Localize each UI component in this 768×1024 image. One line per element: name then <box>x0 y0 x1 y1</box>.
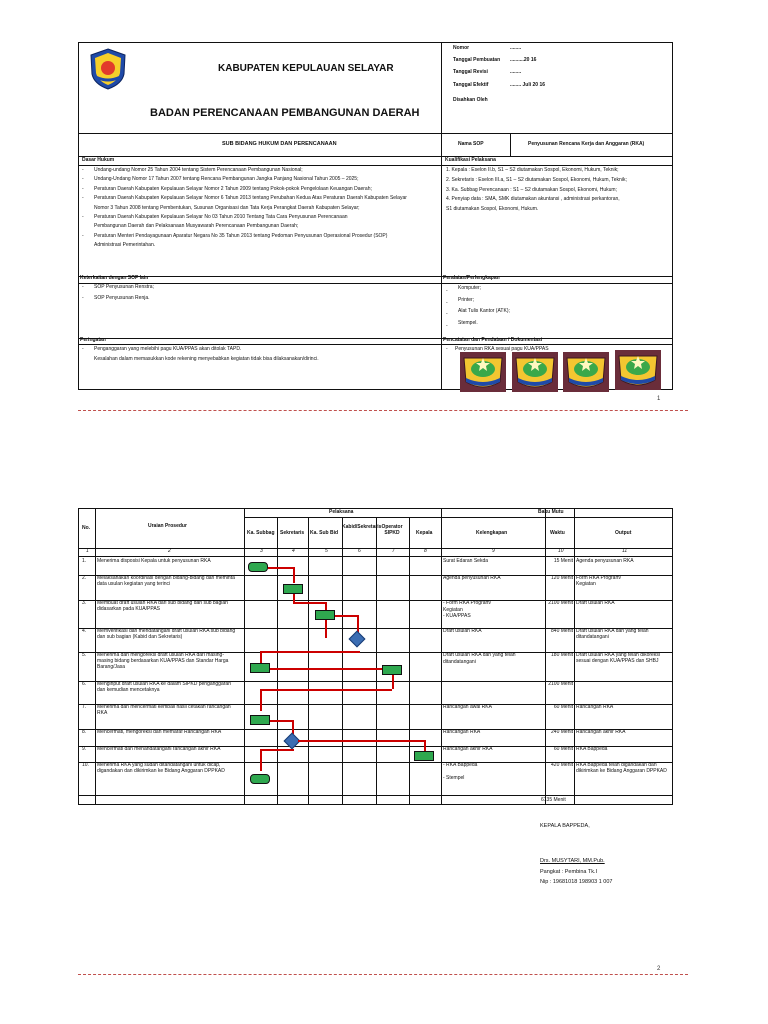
signature-pangkat: Pangkat : Pembina Tk.I <box>540 869 598 875</box>
col-no-header: No. <box>82 525 91 531</box>
row-output: Kegiatan <box>576 581 596 587</box>
peringatan-title: Peringatan <box>80 337 106 343</box>
dasar-hukum-item: Peraturan Menteri Pendayagunaan Aparatur Negara No 35 Tahun 2013 tentang Pedoman Penyusunan Operasional Prosedur (SOP) <box>94 232 388 239</box>
row-uraian: data usulan kegiatan yang terinci <box>97 581 171 587</box>
page-number: 2 <box>657 966 661 972</box>
col-sekretaris-header: Sekretaris <box>280 530 305 536</box>
col-pelaksana-header: Pelaksana <box>329 509 354 515</box>
flow-connector <box>270 720 292 722</box>
row-output: Rancangan RKA <box>576 704 614 710</box>
flow-process-box <box>250 663 270 673</box>
row-output: Draft usulan RKA yang telah dikoreksi <box>576 652 660 658</box>
row-kelengkapan: ditandatangani <box>443 658 476 665</box>
pencatatan-text: Penyusunan RKA sesuai pagu KUA/PPAS <box>455 346 549 352</box>
dasar-hukum-title: Dasar Hukum <box>82 157 115 163</box>
peralatan-title: Peralatan/Perlengkapan <box>443 275 500 281</box>
dasar-hukum-item: Peraturan Daerah Kabupaten Kepulauan Selayar Nomor 2 Tahun 2009 tentang Pokok-pokok Pengelolaan Keuangan Daerah; <box>94 185 372 192</box>
signature-name: Drs. MUSYTARI, MM.Pub. <box>540 858 605 864</box>
flow-connector <box>270 668 392 670</box>
keterkaitan-title: Keterkaitan dengan SOP lain <box>80 275 149 281</box>
nomor-value: ........ <box>510 45 522 51</box>
peralatan-item: Alat Tulis Kantor (ATK); <box>458 308 510 314</box>
dasar-hukum-item: Pembangunan Daerah dan Pelaksanaan Musyawarah Perencanaan Pembangunan Daerah; <box>94 223 299 230</box>
row-output: Rancangan akhir RKA <box>576 729 626 735</box>
flow-connector <box>268 567 293 569</box>
row-uraian: Mencermati, mengoreksi dan memaraf Rancangan RKA <box>97 729 222 735</box>
row-uraian: Barang/Jasa <box>97 664 126 670</box>
col-kelengkapan-header: Kelengkapan <box>476 530 508 536</box>
column-number: 9 <box>492 548 495 554</box>
flow-connector <box>260 651 360 653</box>
tanggal-revisi-value: ........ <box>510 69 522 75</box>
signature-title: KEPALA BAPPEDA, <box>540 823 590 829</box>
tanggal-efektif-value: ........ Juli 20 16 <box>510 82 546 88</box>
row-uraian: Menerima RKA yang sudah ditandatangani untuk dicap, <box>97 762 221 768</box>
row-waktu: 60 Menit <box>553 704 573 710</box>
flow-connector <box>260 689 392 691</box>
row-number: 4. <box>82 628 87 634</box>
row-number: 3. <box>82 600 87 606</box>
peralatan-item: Stempel. <box>458 319 478 326</box>
kualifikasi-title: Kualifikasi Pelaksana <box>445 157 496 163</box>
row-number: 1. <box>82 558 87 564</box>
row-waktu: 60 Menit <box>553 746 573 752</box>
row-kelengkapan: Surat Edaran Sekda <box>443 558 489 564</box>
flow-start-terminator <box>248 562 268 572</box>
row-uraian: Mencermati dan menandatangani rancangan akhir RKA <box>97 746 221 752</box>
col-uraian-header: Uraian Prosedur <box>148 523 187 529</box>
flow-process-box <box>382 665 402 675</box>
flow-connector <box>260 749 294 751</box>
kabupaten-logo <box>88 48 128 90</box>
row-waktu: 240 Menit <box>551 729 573 735</box>
row-uraian: Memverifikasi dan mendatangani draft usulan RKA sub bidang <box>97 628 236 634</box>
row-waktu: 2100 Menit <box>548 681 573 687</box>
flow-process-box <box>283 584 303 594</box>
column-number: 5 <box>325 548 328 554</box>
nomor-label: Nomor <box>453 45 470 51</box>
flow-connector <box>298 740 424 742</box>
flow-connector <box>325 602 327 610</box>
flow-connector <box>260 651 262 663</box>
page-divider <box>78 410 688 411</box>
row-kelengkapan: - KUA/PPAS <box>443 613 471 619</box>
row-uraian: Melaksanakan koordinasi dengan bidang-bidang dan meminta <box>97 575 235 581</box>
peringatan-item: Penganggaran yang melebihi pagu KUA/PPAS akan ditolak TAPD. <box>94 346 242 352</box>
disahkan-label: Disahkan Oleh <box>453 97 488 103</box>
flow-connector <box>260 749 262 771</box>
row-waktu: 15 Menit <box>553 558 573 564</box>
col-waktu-header: Waktu <box>550 530 565 536</box>
dasar-hukum-item: Nomor 3 Tahun 2008 tentang Pembentukan, Susunan Organisasi dan Tata Kerja Perangkat Daerah Kabupaten Selayar; <box>94 204 360 211</box>
dasar-hukum-item: Administrasi Pemerintahan. <box>94 242 156 249</box>
dasar-hukum-item: Undang-Undang Nomor 17 Tahun 2007 tentang Rencana Pembangunan Jangka Panjang Nasional Tahun 2005 – 2025; <box>94 176 359 183</box>
column-number: 1 <box>86 548 89 554</box>
row-output: Draft usulan RKA <box>576 600 615 606</box>
row-uraian: Membuat draft usulan RKA dari sub bidang dan sub bagian <box>97 600 228 606</box>
col-baku-mutu-header: Baku Mutu <box>538 509 564 515</box>
row-uraian: RKA <box>97 710 108 716</box>
row-kelengkapan: Draft usulan RKA dan yang telah <box>443 652 516 658</box>
row-number: 7. <box>82 704 87 710</box>
column-number: 10 <box>558 548 564 554</box>
kualifikasi-item: S1 diutamakan Sospol, Ekonomi, Hukum. <box>446 206 539 213</box>
row-output: RKA Bappeda <box>576 746 608 752</box>
column-number: 2 <box>168 548 171 554</box>
col-output-header: Output <box>615 530 632 536</box>
row-number: 5. <box>82 652 87 658</box>
emblem-image <box>615 350 661 390</box>
row-uraian: Menerima dan mencermati kembali hasil cetakan rancangan <box>97 704 231 710</box>
kabupaten-title: KABUPATEN KEPULAUAN SELAYAR <box>218 63 394 74</box>
flow-connector <box>293 567 295 583</box>
subbidang-title: SUB BIDANG HUKUM DAN PERENCANAAN <box>222 141 337 147</box>
tanggal-revisi-label: Tanggal Revisi <box>453 69 488 75</box>
row-number: 6. <box>82 681 87 687</box>
badan-title: BADAN PERENCANAAN PEMBANGUNAN DAERAH <box>150 107 420 119</box>
row-uraian: dan sub bagian (Kabid dan Sekretaris) <box>97 634 183 640</box>
row-uraian: Menerima disposisi Kepala untuk penyusunan RKA <box>97 558 211 564</box>
kualifikasi-item: 1. Kepala : Eselon II.b, S1 – S2 diutamakan Sospol, Ekonomi, Hukum, Teknik; <box>446 167 619 173</box>
column-number: 7 <box>392 548 395 554</box>
row-number: 8. <box>82 729 87 735</box>
column-number: 3 <box>260 548 263 554</box>
flow-process-box <box>315 610 335 620</box>
kualifikasi-item: 2. Sekretaris : Eselon III.a, S1 – S2 diutamakan Sospol, Ekonomi, Hukum, Teknik; <box>446 176 627 183</box>
flow-process-box <box>414 751 434 761</box>
row-kelengkapan: Rancangan akhir RKA <box>443 746 493 752</box>
row-uraian: Menerima dan mengoreksi draft usulan RKA dari masing- <box>97 652 225 658</box>
row-uraian: masing bidang berdasarkan KUA/PPAS dan Standar Harga <box>97 658 229 664</box>
flow-connector <box>293 594 295 602</box>
flow-connector <box>260 689 262 711</box>
row-kelengkapan: Rancangan RKA <box>443 729 481 735</box>
row-waktu: 120 Menit <box>551 575 573 581</box>
column-number: 6 <box>358 548 361 554</box>
emblem-image <box>563 352 609 392</box>
row-kelengkapan: - Form RKA Program/ <box>443 600 492 606</box>
col-kasubbag-header: Ka. Subbag <box>247 530 275 536</box>
flow-process-box <box>250 715 270 725</box>
flow-connector <box>335 615 358 617</box>
keterkaitan-item: SOP Penyusunan Renstra; <box>94 284 154 290</box>
col-kasubbid-header: Ka. Sub Bid <box>310 530 339 536</box>
row-output: dikirimkan ke Bidang Anggaran DPPKAD <box>576 768 667 774</box>
row-kelengkapan: - Stempel <box>443 775 465 781</box>
col-operator-header: Operator SIPKD <box>381 524 403 536</box>
flow-connector <box>293 602 326 604</box>
row-output: Agenda penyusunan RKA <box>576 558 634 564</box>
flow-connector <box>325 620 327 638</box>
peralatan-item: Printer; <box>458 296 475 303</box>
col-kepala-header: Kepala <box>416 530 433 536</box>
row-uraian: Menginput draft usulan RKA ke dalam SIPKD penganggaran <box>97 681 231 687</box>
keterkaitan-item: SOP Penyusunan Renja. <box>94 295 150 301</box>
row-output: Draft usulan RKA dan yang telah <box>576 628 649 634</box>
row-kelengkapan: Kegiatan <box>443 606 463 613</box>
row-waktu: 840 Menit <box>551 628 573 634</box>
row-output: ditandatangani <box>576 634 609 640</box>
row-kelengkapan: Draft usulan RKA <box>443 628 482 634</box>
dasar-hukum-item: Peraturan Daerah Kabupaten Kepulauan Selayar No 03 Tahun 2010 Tentang Tata Cara Penyusunan Perencanaan <box>94 214 348 220</box>
row-uraian: digandakan dan dikirimkan ke Bidang Anggaran DPPKAD <box>97 768 225 774</box>
col-kabid-header: Kabid/Sekretaris <box>342 524 382 530</box>
tanggal-pembuatan-label: Tanggal Pembuatan <box>453 57 501 63</box>
row-uraian: dan kemudian mencetaknya <box>97 687 160 693</box>
flow-connector <box>392 675 394 689</box>
emblem-image <box>460 352 506 392</box>
page-number: 1 <box>657 396 661 402</box>
row-kelengkapan: Rancangan awal RKA <box>443 704 492 710</box>
row-waktu: 2100 Menit <box>548 600 573 606</box>
row-waktu: 180 Menit <box>551 652 573 658</box>
row-number: 10. <box>82 762 89 768</box>
kualifikasi-item: 4. Penyiap data : SMA, SMK diutamakan akuntansi , administrasi perkantoran, <box>446 196 620 203</box>
kualifikasi-item: 3. Ka. Subbag Perencanaan : S1 – S2 diutamakan Sospol, Ekonomi, Hukum; <box>446 186 617 193</box>
peralatan-item: Komputer; <box>458 285 482 291</box>
column-number: 11 <box>622 548 628 554</box>
column-number: 8 <box>424 548 427 554</box>
peringatan-item: Kesalahan dalam memasukkan kode rekening menyebabkan kegiatan tidak bisa dilaksanakan/dirinci. <box>94 356 319 362</box>
row-output: sesuai dengan KUA/PPAS dan SHBJ <box>576 658 659 664</box>
row-number: 9. <box>82 746 87 752</box>
dasar-hukum-item: Undang-undang Nomor 25 Tahun 2004 tentang Sistem Perencanaan Pembangunan Nasional; <box>94 167 303 173</box>
flow-end-terminator <box>250 774 270 784</box>
total-waktu: 6135 Menit <box>541 797 566 803</box>
pencatatan-title: Pencatatan dan Pendataan / Dokumentasi <box>443 337 543 343</box>
row-kelengkapan: Agenda penyusunan RKA <box>443 575 501 581</box>
row-waktu: 420 Menit <box>551 762 573 768</box>
tanggal-efektif-label: Tanggal Efektif <box>453 82 489 88</box>
page-divider <box>78 974 688 975</box>
row-output: RKA Bappeda telah digandakan dan <box>576 762 657 768</box>
row-uraian: didasarkan pada KUA/PPAS <box>97 606 161 612</box>
column-number: 4 <box>292 548 295 554</box>
dasar-hukum-item: Peraturan Daerah Kabupaten Kepulauan Selayar Nomor 6 Tahun 2013 tentang Perubahan Kedua Atas Peraturan Daerah Kabupaten Selayar <box>94 195 407 202</box>
row-output: Form RKA Program/ <box>576 575 622 581</box>
emblem-image <box>512 352 558 392</box>
row-kelengkapan: - RKA Bappeda <box>443 762 478 768</box>
nama-sop-label: Nama SOP <box>458 141 484 147</box>
row-number: 2. <box>82 575 87 581</box>
signature-nip: Nip : 19681018 198903 1 007 <box>540 879 613 885</box>
nama-sop-value: Penyusunan Rencana Kerja dan Anggaran (RKA) <box>528 141 645 147</box>
tanggal-pembuatan-value: ..........20 16 <box>510 57 537 63</box>
